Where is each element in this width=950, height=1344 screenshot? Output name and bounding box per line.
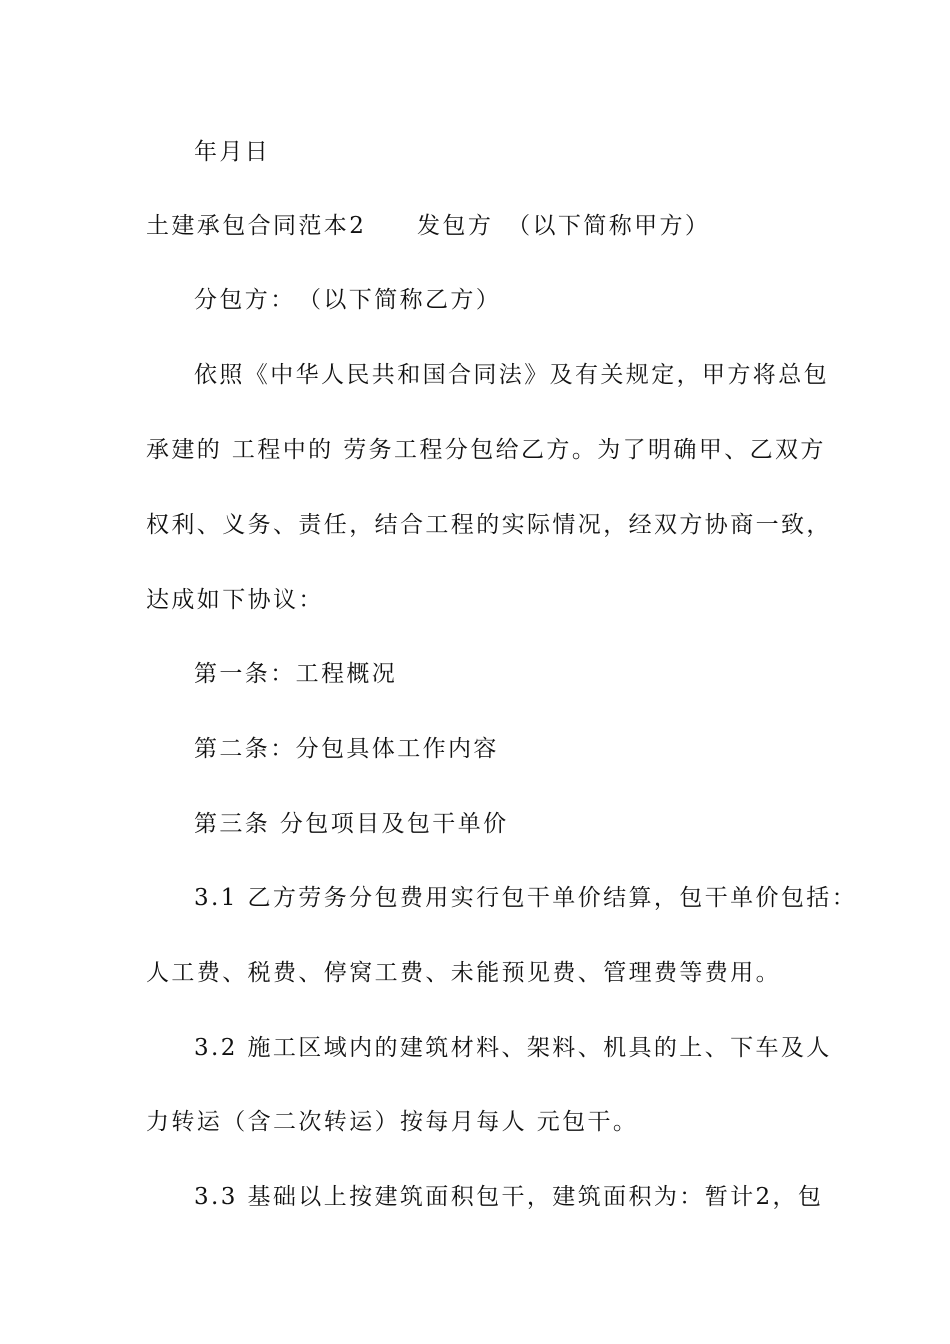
paragraph-line: 依照《中华人民共和国合同法》及有关规定，甲方将总包 xyxy=(194,362,829,388)
subcontractor-line: 分包方： （以下简称乙方） xyxy=(194,287,502,313)
paragraph-line: 达成如下协议： xyxy=(146,587,324,613)
clause-3-3-line: 3.3 基础以上按建筑面积包干，建筑面积为：暂计2，包 xyxy=(194,1184,824,1210)
clause-3-2-continuation: 力转运（含二次转运）按每月每人 元包干。 xyxy=(146,1109,639,1135)
article-one-heading: 第一条：工程概况 xyxy=(194,661,398,687)
paragraph-line: 权利、义务、责任，结合工程的实际情况，经双方协商一致， xyxy=(146,512,832,538)
clause-3-1-line: 3.1 乙方劳务分包费用实行包干单价结算，包干单价包括： xyxy=(194,885,858,911)
paragraph-line: 承建的 工程中的 劳务工程分包给乙方。为了明确甲、乙双方 xyxy=(146,437,826,463)
date-line: 年月日 xyxy=(194,139,271,165)
clause-3-1-continuation: 人工费、税费、停窝工费、未能预见费、管理费等费用。 xyxy=(146,960,781,986)
article-two-heading: 第二条：分包具体工作内容 xyxy=(194,736,499,762)
clause-3-2-line: 3.2 施工区域内的建筑材料、架料、机具的上、下车及人 xyxy=(194,1035,832,1061)
article-three-heading: 第三条 分包项目及包干单价 xyxy=(194,811,509,837)
contract-title-line: 土建承包合同范本2 发包方 （以下简称甲方） xyxy=(146,213,711,239)
